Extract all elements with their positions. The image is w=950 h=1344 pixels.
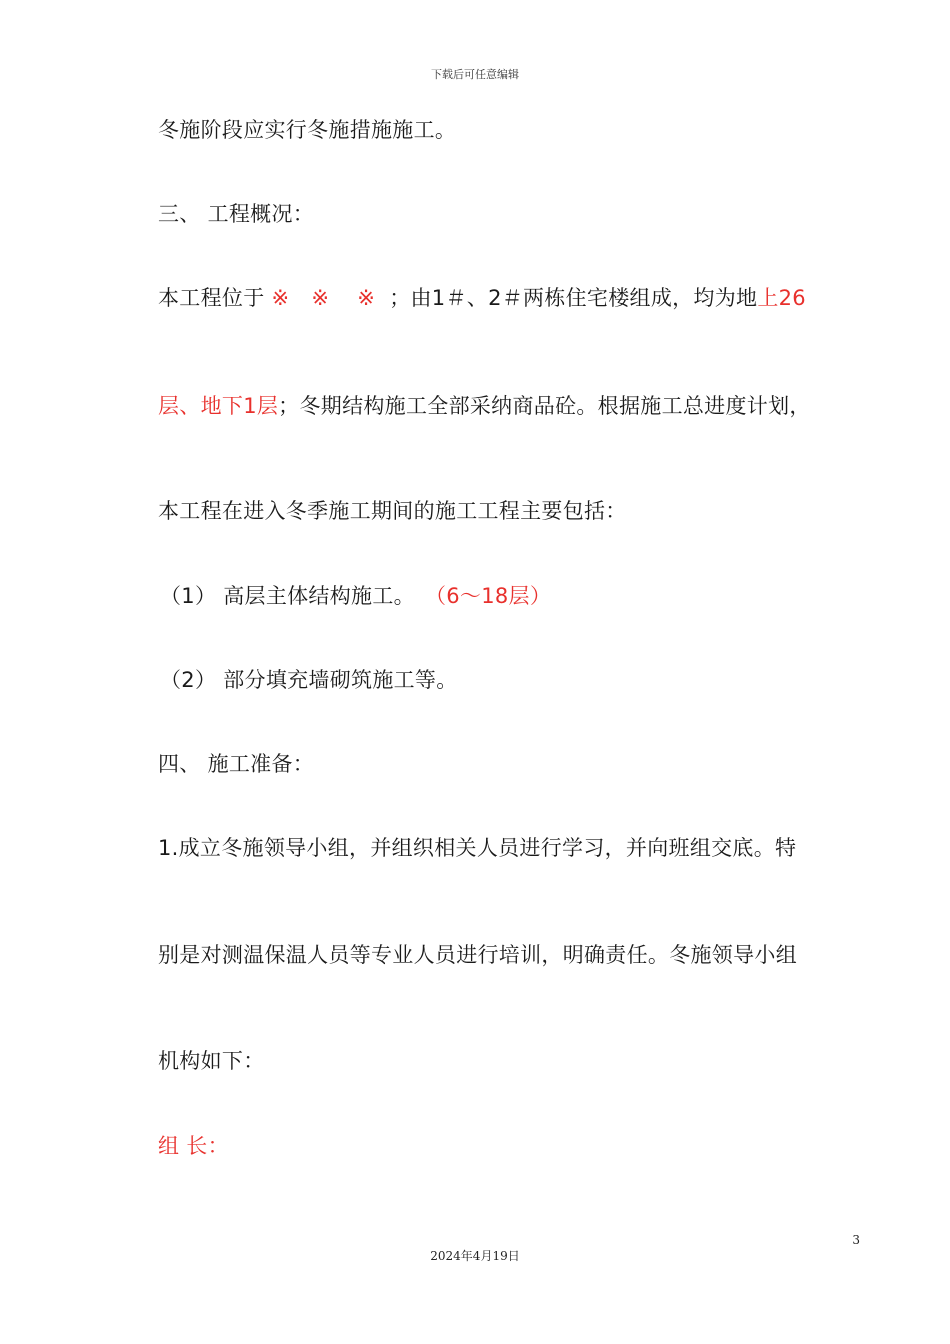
footer-date: 2024年4月19日 bbox=[430, 1249, 520, 1263]
line4-rest: ；冬期结构施工全部采纳商品砼。根据施工总进度计划， bbox=[278, 394, 811, 418]
line3-middle: ；由1＃、2＃两栋住宅楼组成，均为地 bbox=[389, 286, 758, 310]
body-line-3 bbox=[158, 284, 806, 312]
list-item-1-red-note: （6～18层） bbox=[424, 584, 552, 608]
line3-prefix: 本工程位于 bbox=[158, 286, 265, 310]
list-item-1 bbox=[160, 582, 551, 610]
page-number: 3 bbox=[852, 1233, 860, 1247]
line3-red-tail: 上26 bbox=[757, 286, 806, 310]
list-item-2: （2） 部分填充墙砌筑施工等。 bbox=[160, 668, 458, 692]
section-3-heading: 三、 工程概况： bbox=[158, 202, 315, 226]
placeholder-mark-3: ※ bbox=[357, 286, 376, 310]
paragraph-line-2: 别是对测温保温人员等专业人员进行培训，明确责任。冬施领导小组 bbox=[158, 943, 797, 967]
paragraph-line-1: 1.成立冬施领导小组，并组织相关人员进行学习，并向班组交底。特 bbox=[158, 836, 797, 860]
body-line-5: 本工程在进入冬季施工期间的施工工程主要包括： bbox=[158, 499, 627, 523]
leader-label: 组 长： bbox=[158, 1134, 229, 1158]
paragraph-line-3: 机构如下： bbox=[158, 1049, 265, 1073]
page-header: 下载后可任意编辑 bbox=[431, 68, 519, 81]
placeholder-mark-2: ※ bbox=[311, 286, 330, 310]
list-item-1-text: （1） 高层主体结构施工。 bbox=[160, 584, 415, 608]
body-line-4 bbox=[158, 392, 811, 420]
placeholder-mark-1: ※ bbox=[271, 286, 290, 310]
line4-red-head: 层、地下1层 bbox=[158, 394, 279, 418]
body-line-1: 冬施阶段应实行冬施措施施工。 bbox=[158, 118, 457, 142]
section-4-heading: 四、 施工准备： bbox=[158, 752, 315, 776]
